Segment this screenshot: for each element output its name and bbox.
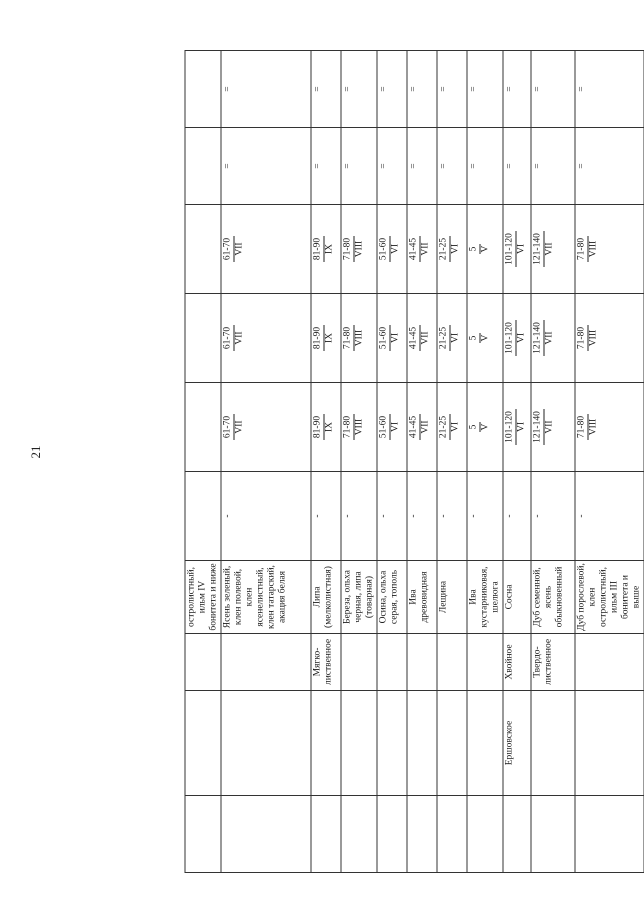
fraction [439,236,462,262]
value-cell [311,205,341,294]
age-range: 81-90 [312,326,323,350]
fraction [223,325,246,351]
value-cell [377,294,407,383]
group-cell [575,634,644,691]
fraction [379,236,402,262]
age-class: VI [516,333,527,344]
table-body [185,51,644,873]
age-range: 51-60 [378,326,389,350]
age-class: VII [234,420,245,434]
empty-cell [575,796,644,873]
mark-cell: = [341,51,377,128]
value-cell [311,294,341,383]
value-cell [407,294,437,383]
age-range: 61-70 [222,237,233,261]
age-range: 51-60 [378,415,389,439]
fraction [505,320,528,356]
value-cell [377,205,407,294]
mark-cell: = [503,128,531,205]
age-range: 71-80 [576,415,587,439]
fraction [533,320,556,356]
fraction [505,231,528,267]
age-class: V [480,334,491,342]
group-cell: Твердо-лиственное [531,634,575,691]
table-row [467,51,503,873]
value-cell [531,205,575,294]
mark-cell: = [531,51,575,128]
fraction [469,333,492,344]
dash-cell: - [341,472,377,561]
mark-cell: = [467,128,503,205]
value-cell [407,383,437,472]
species-cell: Ива древовидная [407,561,437,634]
group-cell [377,634,407,691]
fraction [577,236,600,262]
age-class: VII [544,331,555,345]
value-cell [467,294,503,383]
value-cell [503,205,531,294]
table-row [531,51,575,873]
mark-cell: = [407,128,437,205]
fraction [313,325,336,351]
age-range: 101-120 [504,233,515,265]
empty-cell [377,796,407,873]
fraction [379,325,402,351]
mark-cell: = [467,51,503,128]
group-cell [185,634,221,691]
empty-cell [341,796,377,873]
forestry-cell [311,691,341,796]
document-table-rotated [185,86,642,873]
group-cell [407,634,437,691]
value-cell [341,205,377,294]
fraction [469,422,492,433]
dash-cell: - [575,472,644,561]
fraction [533,231,556,267]
age-class: VII [234,331,245,345]
dash-cell: - [437,472,467,561]
empty-cell [437,796,467,873]
fraction [343,325,366,351]
dash-cell: - [531,472,575,561]
fraction [343,414,366,440]
mark-cell: = [503,51,531,128]
age-class: IX [324,422,335,433]
age-range: 21-25 [438,237,449,261]
forestry-cell [221,691,311,796]
table-row [503,51,531,873]
age-class: VIII [588,329,599,347]
forestry-cell [437,691,467,796]
age-class: VI [450,333,461,344]
age-range: 61-70 [222,326,233,350]
value-cell [531,383,575,472]
age-class: IX [324,244,335,255]
value-cell [221,294,311,383]
age-class: VII [234,242,245,256]
value-cell [437,383,467,472]
dash-cell [185,472,221,561]
age-range: 21-25 [438,326,449,350]
species-cell: Дуб семенной, ясень обыкновенный [531,561,575,634]
species-cell: Липа (мелколистная) [311,561,341,634]
group-cell [341,634,377,691]
age-range: 71-80 [342,415,353,439]
age-range: 5 [469,422,481,433]
fraction [409,236,432,262]
age-range: 5 [469,333,481,344]
age-class-table [185,50,644,873]
fraction [577,325,600,351]
age-range: 71-80 [342,237,353,261]
age-class: VII [420,331,431,345]
dash-cell: - [221,472,311,561]
forestry-cell [185,691,221,796]
table-row [575,51,644,873]
age-range: 71-80 [576,237,587,261]
fraction [343,236,366,262]
value-cell [407,205,437,294]
table-row [437,51,467,873]
mark-cell: = [311,128,341,205]
age-class: VI [390,244,401,255]
fraction [409,414,432,440]
value-cell [185,294,221,383]
forestry-cell [467,691,503,796]
empty-cell [185,796,221,873]
forestry-cell [377,691,407,796]
age-range: 41-45 [408,326,419,350]
value-cell [467,383,503,472]
mark-cell: = [407,51,437,128]
value-cell [575,205,644,294]
value-cell [377,383,407,472]
mark-cell: = [221,128,311,205]
age-class: VII [420,242,431,256]
value-cell [531,294,575,383]
value-cell [575,383,644,472]
mark-cell: = [377,51,407,128]
species-cell: Ива кустарниковая, шелюга [467,561,503,634]
fraction [223,414,246,440]
species-cell: Ясень зеленый, клен полевой, клен ясенелистный, клен татарский, акация белая [221,561,311,634]
value-cell [467,205,503,294]
mark-cell: = [575,128,644,205]
forestry-cell [341,691,377,796]
species-cell: Лещина [437,561,467,634]
value-cell [437,294,467,383]
group-cell: Мягко-лиственное [311,634,341,691]
mark-cell: = [311,51,341,128]
species-cell: Сосна [503,561,531,634]
age-class: V [480,245,491,253]
age-class: IX [324,333,335,344]
value-cell [341,294,377,383]
group-cell: Хвойное [503,634,531,691]
table-row [185,51,221,873]
age-class: VIII [588,240,599,258]
age-range: 121-140 [532,233,543,265]
mark-cell: = [437,128,467,205]
age-class: VII [544,242,555,256]
age-class: VI [450,244,461,255]
value-cell [503,383,531,472]
dash-cell: - [407,472,437,561]
age-range: 71-80 [576,326,587,350]
age-class: VI [390,422,401,433]
group-cell [467,634,503,691]
age-range: 101-120 [504,322,515,354]
mark-cell: = [575,51,644,128]
age-range: 81-90 [312,415,323,439]
page-number: 21 [28,445,43,459]
empty-cell [221,796,311,873]
species-cell: Береза, ольха черная, липа (товарная) [341,561,377,634]
forestry-cell: Ершовское [503,691,531,796]
age-class: VI [390,333,401,344]
fraction [505,409,528,445]
table-row [221,51,311,873]
value-cell [221,383,311,472]
empty-cell [503,796,531,873]
age-class: VI [516,422,527,433]
fraction [439,414,462,440]
empty-cell [407,796,437,873]
mark-cell [185,128,221,205]
age-range: 5 [469,244,481,255]
value-cell [575,294,644,383]
age-class: VIII [354,240,365,258]
empty-cell [467,796,503,873]
age-range: 71-80 [342,326,353,350]
value-cell [185,383,221,472]
age-range: 41-45 [408,237,419,261]
fraction [469,244,492,255]
dash-cell: - [467,472,503,561]
age-class: VII [544,420,555,434]
dash-cell: - [377,472,407,561]
age-class: VI [516,244,527,255]
species-cell: Дуб порослевой, клен остролистный, ильм III бонитета и выше [575,561,644,634]
age-range: 41-45 [408,415,419,439]
table-row [407,51,437,873]
fraction [313,414,336,440]
empty-cell [531,796,575,873]
age-range: 51-60 [378,237,389,261]
age-range: 121-140 [532,411,543,443]
mark-cell: = [377,128,407,205]
fraction [409,325,432,351]
age-range: 101-120 [504,411,515,443]
age-range: 21-25 [438,415,449,439]
value-cell [503,294,531,383]
fraction [577,414,600,440]
age-class: VIII [354,329,365,347]
mark-cell: = [341,128,377,205]
forestry-cell [531,691,575,796]
group-cell [221,634,311,691]
mark-cell [185,51,221,128]
fraction [223,236,246,262]
age-class: VII [420,420,431,434]
age-class: VIII [354,418,365,436]
age-range: 81-90 [312,237,323,261]
mark-cell: = [531,128,575,205]
fraction [379,414,402,440]
fraction [533,409,556,445]
age-range: 61-70 [222,415,233,439]
forestry-cell [407,691,437,796]
table-row [341,51,377,873]
age-class: VI [450,422,461,433]
dash-cell: - [311,472,341,561]
forestry-cell [575,691,644,796]
age-class: V [480,423,491,431]
value-cell [185,205,221,294]
mark-cell: = [221,51,311,128]
fraction [313,236,336,262]
value-cell [341,383,377,472]
mark-cell: = [437,51,467,128]
value-cell [437,205,467,294]
empty-cell [311,796,341,873]
fraction [439,325,462,351]
group-cell [437,634,467,691]
age-class: VIII [588,418,599,436]
species-cell: Осина, ольха серая, тополь [377,561,407,634]
value-cell [311,383,341,472]
age-range: 121-140 [532,322,543,354]
dash-cell: - [503,472,531,561]
value-cell [221,205,311,294]
species-cell: остролистный, ильм IV бонитета и ниже [185,561,221,634]
table-row [311,51,341,873]
table-row [377,51,407,873]
